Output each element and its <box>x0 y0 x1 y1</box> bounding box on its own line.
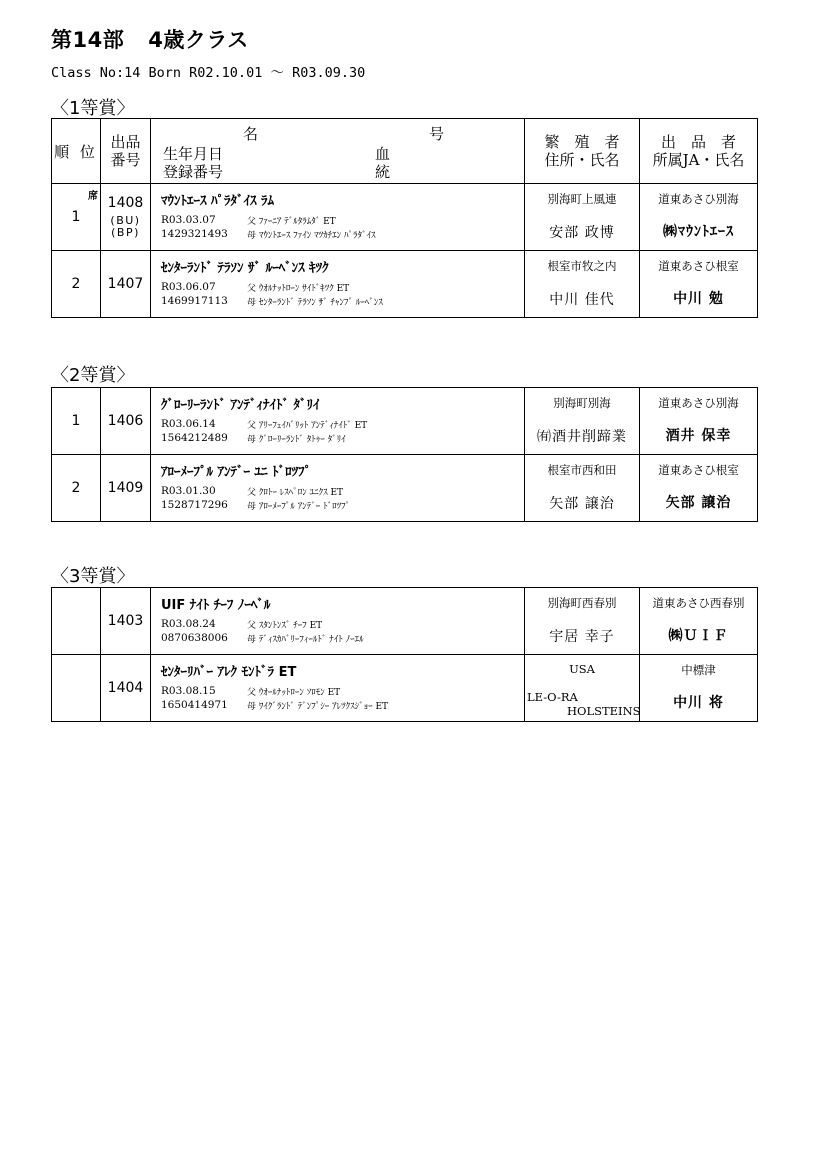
breeder-cell <box>525 388 640 455</box>
exhibit-number: 1409 <box>101 455 151 522</box>
header-reg: 登録番号 <box>163 163 224 181</box>
dob-line: R03.06.07 父 ｳｵﾙﾅｯﾄﾛｰﾝ ｻｲﾄﾞｷﾂｸ ET <box>161 281 350 294</box>
dam: 母 ﾏｳﾝﾄｴｰｽ ﾌｧｲﾝ ﾏﾂｶﾁｴﾝ ﾊﾟﾗﾀﾞｲｽ <box>247 231 376 241</box>
table-row <box>52 655 758 722</box>
breeder-cell <box>525 455 640 522</box>
breeder-name: ㈲酒井削蹄業 <box>537 429 627 445</box>
horse-name: ｾﾝﾀｰﾗﾝﾄﾞ ﾃﾗｿﾝ ｻﾞ ﾙｰﾍﾞﾝｽ ｷﾂｸ <box>161 261 329 276</box>
horse-name: ｸﾞﾛｰﾘｰﾗﾝﾄﾞ ｱﾝﾃﾞｨﾅｲﾄﾞ ﾀﾞﾘｲ <box>161 398 320 413</box>
rank-cell: 2 <box>52 455 101 522</box>
exhibitor-cell <box>640 455 758 522</box>
exhibit-number: 1408 (BU) (BP) <box>101 184 151 251</box>
dam: 母 ｾﾝﾀｰﾗﾝﾄﾞ ﾃﾗｿﾝ ｻﾞ ﾁｬﾝﾌﾟ ﾙｰﾍﾞﾝｽ <box>247 298 383 308</box>
breeder-address: 根室市西和田 <box>547 463 617 477</box>
header-name: 名 <box>243 125 259 143</box>
dam: 母 ﾜｲｸﾞﾗﾝﾄﾞ ﾃﾞﾝﾌﾟｼｰ ｱﾚﾂｸｽｼﾞｮｰ ET <box>247 702 389 712</box>
horse-cell <box>151 388 525 455</box>
exhibitor-name: ㈱ＵＩＦ <box>668 628 729 644</box>
award-table-3rd <box>51 587 758 722</box>
exhibitor-name: 中川 将 <box>673 695 724 711</box>
table-row <box>52 388 758 455</box>
exhibitor-cell <box>640 184 758 251</box>
horse-name: ｱﾛｰﾒｰﾌﾟﾙ ｱﾝﾃﾞｰ ﾕﾆ ﾄﾞﾛﾂﾌﾟ <box>161 465 312 480</box>
sire: 父 ﾌｧｰﾆｱ ﾃﾞﾙﾀﾗﾑﾀﾞ ET <box>247 217 336 227</box>
exhibitor-ja: 道東あさひ根室 <box>658 259 739 273</box>
horse-name: UIF ﾅｲﾄ ﾁｰﾌ ﾉｰﾍﾞﾙ <box>161 598 271 613</box>
header-ex-no: 出品 番号 <box>101 119 151 184</box>
horse-cell <box>151 588 525 655</box>
sire: 父 ｸﾛﾄｰ ﾚｽﾍﾟﾛﾝ ﾕﾆｸｽ ET <box>247 488 344 498</box>
horse-name: ﾏｳﾝﾄｴｰｽ ﾊﾟﾗﾀﾞｲｽ ﾗﾑ <box>161 194 275 209</box>
exhibitor-ja: 道東あさひ別海 <box>658 192 739 206</box>
exhibitor-cell <box>640 388 758 455</box>
horse-cell <box>151 455 525 522</box>
breeder-address: 根室市牧之内 <box>547 259 617 273</box>
page-title <box>51 24 249 54</box>
breeder-cell <box>525 655 640 722</box>
breeder-name: 中川 佳代 <box>549 292 615 308</box>
header-exhibitor: 出 品 者 所属JA・氏名 <box>640 119 758 184</box>
rank-cell <box>52 588 101 655</box>
reg-line: 1528717296 母 ｱﾛｰﾒｰﾌﾟﾙ ｱﾝﾃﾞｰ ﾄﾞﾛﾂﾌﾟ <box>161 499 351 512</box>
horse-name: ｾﾝﾀｰﾘﾊﾞｰ ｱﾚｸ ﾓﾝﾄﾞﾗ ET <box>161 665 297 680</box>
horse-cell <box>151 184 525 251</box>
exhibitor-cell <box>640 251 758 318</box>
dob-line: R03.06.14 父 ｱﾘｰﾌｪｲﾊﾞﾘｯﾄ ｱﾝﾃﾞｨﾅｲﾄﾞ ET <box>161 418 368 431</box>
seki-mark: 席 <box>88 191 98 202</box>
sire: 父 ｳｵﾙﾅｯﾄﾛｰﾝ ｻｲﾄﾞｷﾂｸ ET <box>247 284 350 294</box>
reg-line: 1429321493 母 ﾏｳﾝﾄｴｰｽ ﾌｧｲﾝ ﾏﾂｶﾁｴﾝ ﾊﾟﾗﾀﾞｲｽ <box>161 228 376 241</box>
breeder-name: 安部 政博 <box>549 225 615 241</box>
part-label: 第14部 <box>51 28 125 52</box>
breeder-cell <box>525 588 640 655</box>
sire: 父 ｳｵｰﾙﾅｯﾄﾛｰﾝ ｿﾛﾓﾝ ET <box>247 688 341 698</box>
breeder-name: 宇居 幸子 <box>549 629 615 645</box>
exhibitor-name: 中川 勉 <box>673 291 724 307</box>
breeder-name: LE-O-RA HOLSTEINS <box>527 690 641 718</box>
breeder-cell <box>525 184 640 251</box>
rank-cell: 席 1 <box>52 184 101 251</box>
table-row <box>52 455 758 522</box>
exhibitor-name: 矢部 譲治 <box>665 495 732 511</box>
dob-line: R03.03.07 父 ﾌｧｰﾆｱ ﾃﾞﾙﾀﾗﾑﾀﾞ ET <box>161 214 336 227</box>
exhibit-number: 1406 <box>101 388 151 455</box>
class-label: 4歳クラス <box>148 28 249 52</box>
breeder-address: 別海町西春別 <box>547 596 617 610</box>
header-dob: 生年月日 <box>163 145 224 163</box>
dam: 母 ｱﾛｰﾒｰﾌﾟﾙ ｱﾝﾃﾞｰ ﾄﾞﾛﾂﾌﾟ <box>247 502 351 512</box>
header-go: 号 <box>429 125 445 143</box>
dob-line: R03.01.30 父 ｸﾛﾄｰ ﾚｽﾍﾟﾛﾝ ﾕﾆｸｽ ET <box>161 485 344 498</box>
exhibit-number: 1404 <box>101 655 151 722</box>
reg-line: 0870638006 母 ﾃﾞｨｽｶﾊﾞﾘｰﾌｨｰﾙﾄﾞ ﾅｲﾄ ﾉｰｴﾙ <box>161 632 364 645</box>
table-row <box>52 588 758 655</box>
exhibitor-cell <box>640 588 758 655</box>
horse-cell <box>151 655 525 722</box>
horse-cell <box>151 251 525 318</box>
breeder-name: 矢部 譲治 <box>549 496 615 512</box>
breeder-address: 別海町別海 <box>553 396 611 410</box>
header-blood-1: 血 <box>375 145 391 163</box>
dob-line: R03.08.15 父 ｳｵｰﾙﾅｯﾄﾛｰﾝ ｿﾛﾓﾝ ET <box>161 685 341 698</box>
header-main <box>151 119 525 184</box>
breeder-address: USA <box>569 662 595 676</box>
exhibitor-ja: 中標津 <box>681 663 716 677</box>
sire: 父 ｽﾀﾝﾄﾝｽﾞ ﾁｰﾌ ET <box>247 621 323 631</box>
table-header <box>52 119 758 184</box>
section-heading-2nd: 〈2等賞〉 <box>51 365 135 386</box>
dam: 母 ﾃﾞｨｽｶﾊﾞﾘｰﾌｨｰﾙﾄﾞ ﾅｲﾄ ﾉｰｴﾙ <box>247 635 364 645</box>
header-breeder: 繁 殖 者 住所・氏名 <box>525 119 640 184</box>
header-rank: 順 位 <box>52 119 101 184</box>
dob-line: R03.08.24 父 ｽﾀﾝﾄﾝｽﾞ ﾁｰﾌ ET <box>161 618 323 631</box>
exhibitor-name: ㈱ﾏｳﾝﾄｴｰｽ <box>663 224 734 240</box>
exhibitor-ja: 道東あさひ西春別 <box>652 596 745 610</box>
sire: 父 ｱﾘｰﾌｪｲﾊﾞﾘｯﾄ ｱﾝﾃﾞｨﾅｲﾄﾞ ET <box>247 421 368 431</box>
reg-line: 1650414971 母 ﾜｲｸﾞﾗﾝﾄﾞ ﾃﾞﾝﾌﾟｼｰ ｱﾚﾂｸｽｼﾞｮｰ ET <box>161 699 389 712</box>
table-row <box>52 251 758 318</box>
award-table-2nd <box>51 387 758 522</box>
dam: 母 ｸﾞﾛｰﾘｰﾗﾝﾄﾞ ﾀﾄｩｰ ﾀﾞﾘｲ <box>247 435 346 445</box>
exhibitor-ja: 道東あさひ別海 <box>658 396 739 410</box>
rank-cell <box>52 655 101 722</box>
breeder-cell <box>525 251 640 318</box>
award-table-1st <box>51 118 758 318</box>
section-heading-1st: 〈1等賞〉 <box>51 98 135 119</box>
exhibit-number: 1407 <box>101 251 151 318</box>
rank-cell: 1 <box>52 388 101 455</box>
exhibit-number: 1403 <box>101 588 151 655</box>
table-row <box>52 184 758 251</box>
header-blood-2: 統 <box>375 163 391 181</box>
reg-line: 1564212489 母 ｸﾞﾛｰﾘｰﾗﾝﾄﾞ ﾀﾄｩｰ ﾀﾞﾘｲ <box>161 432 346 445</box>
breeder-address: 別海町上風連 <box>547 192 617 206</box>
reg-line: 1469917113 母 ｾﾝﾀｰﾗﾝﾄﾞ ﾃﾗｿﾝ ｻﾞ ﾁｬﾝﾌﾟ ﾙｰﾍﾞﾝｽ <box>161 295 383 308</box>
exhibitor-name: 酒井 保幸 <box>665 428 732 444</box>
exhibitor-cell <box>640 655 758 722</box>
exhibitor-ja: 道東あさひ根室 <box>658 463 739 477</box>
rank-cell: 2 <box>52 251 101 318</box>
section-heading-3rd: 〈3等賞〉 <box>51 566 135 587</box>
class-info: Class No:14 Born R02.10.01 ～ R03.09.30 <box>51 65 366 81</box>
